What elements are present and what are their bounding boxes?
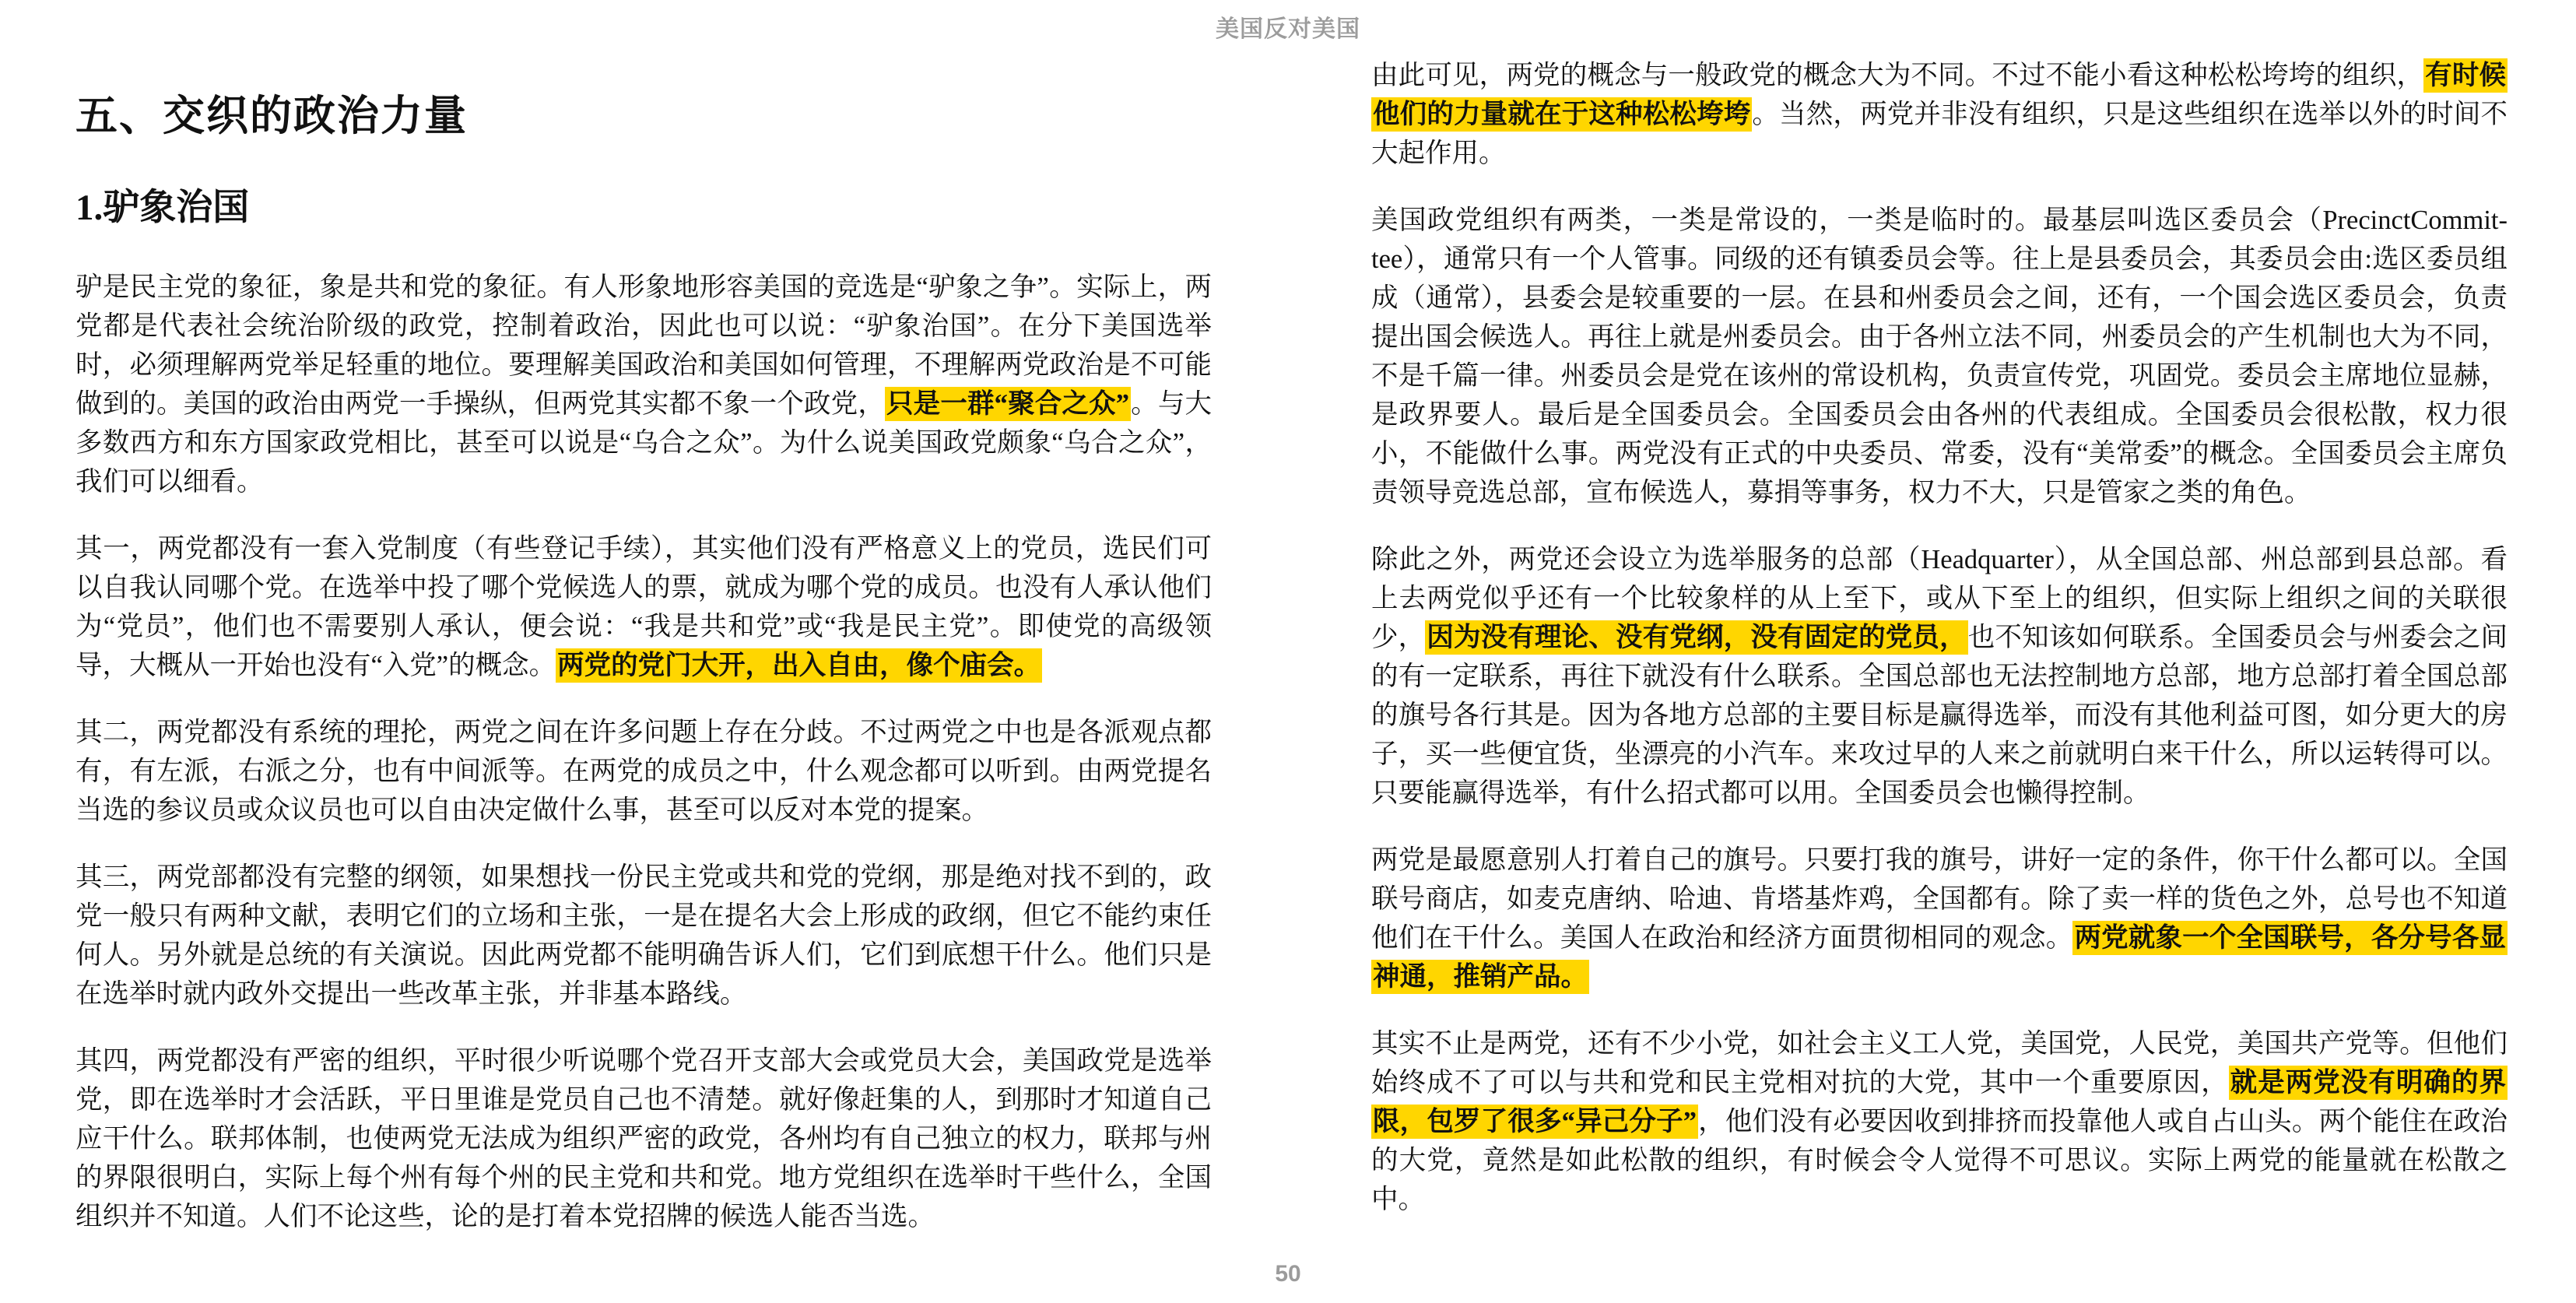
paragraph <box>75 529 1212 685</box>
highlighted-text: 两党就象一个全国联号，各分号各显神通，推销产品。 <box>1371 921 2508 994</box>
highlighted-text: 就是两党没有明确的界限，包罗了很多“异己分子” <box>1371 1066 2508 1139</box>
highlighted-text: 只是一群“聚合之众” <box>885 387 1131 421</box>
body-text: 也不知该如何联系。全国委员会与州委会之间的有一定联系，再往下就没有什么联系。全国总部也无法控制地方总部，地方总部打着全国总部的旗号各行其是。因为各地方总部的主要目标是赢得选举，而没有其他利益可图，如分更大的房子，买一些便宜货，坐漂亮的小汽车。来攻过早的人来之前就明白来干什么，所以运转得可以。只要能赢得选举，有什么招式都可以用。全国委员会也懒得控制。 <box>1371 623 2508 808</box>
body-text: 由此可见，两党的概念与一般政党的概念大为不同。不过不能小看这种松松垮垮的组织， <box>1371 61 2424 90</box>
body-text: ，他们没有必要因收到排挤而投靠他人或自占山头。两个能住在政治的大党，竟然是如此松散的组织，有时候会令人觉得不可思议。实际上两党的能量就在松散之中。 <box>1371 1107 2508 1214</box>
paragraph <box>1371 1024 2508 1219</box>
paragraph <box>1371 540 2508 813</box>
body-text: 两党是最愿意别人打着自己的旗号。只要打我的旗号，讲好一定的条件，你干什么都可以。全国联号商店，如麦克唐纳、哈迪、肯塔基炸鸡，全国都有。除了卖一样的货色之外，总号也不知道他们在干什么。美国人在政治和经济方面贯彻相同的观念。 <box>1371 845 2508 953</box>
paragraph <box>1371 841 2508 996</box>
body-text: 其三，两党部都没有完整的纲领，如果想找一份民主党或共和党的党纲，那是绝对找不到的，政党一般只有两种文献，表明它们的立场和主张，一是在提名大会上形成的政纲，但它不能约束任何人。另外就是总统的有关演说。因此两党都不能明确告诉人们，它们到底想干什么。他们只是在选举时就内政外交提出一些改革主张，并非基本路线。 <box>75 862 1212 1009</box>
body-text: 其实不止是两党，还有不少小党，如社会主义工人党，美国党，人民党，美国共产党等。但他们始终成不了可以与共和党和民主党相对抗的大党，其中一个重要原因， <box>1371 1029 2508 1098</box>
left-column <box>75 56 1212 1236</box>
body-text: 除此之外，两党还会设立为选举服务的总部（Headquarter），从全国总部、州总部到县总部。看上去两党似乎还有一个比较象样的从上至下，或从下至上的组织，但实际上组织之间的关联很少， <box>1371 545 2508 652</box>
body-text: 其四，两党都没有严密的组织，平时很少听说哪个党召开支部大会或党员大会，美国政党是选举党，即在选举时才会活跃，平日里谁是党员自己也不清楚。就好像赶集的人，到那时才知道自己应干什么。联邦体制，也使两党无法成为组织严密的政党，各州均有自己独立的权力，联邦与州的界限很明白，实际上每个州有每个州的民主党和共和党。地方党组织在选举时干些什么，全国组织并不知道。人们不论这些，论的是打着本党招牌的候选人能否当选。 <box>75 1045 1212 1231</box>
section-title: 五、交织的政治力量 <box>75 93 468 139</box>
paragraph <box>75 1041 1212 1236</box>
body-text: 美国政党组织有两类，一类是常设的，一类是临时的。最基层叫选区委员会（PrecinctCommit-tee），通常只有一个人管事。同级的还有镇委员会等。往上是县委员会，其委员会由:选区委员组成（通常），县委会是较重要的一层。在县和州委员会之间，还有，一个国会选区委员会，负责提出国会候选人。再往上就是州委员会。由于各州立法不同，州委员会的产生机制也大为不同，不是千篇一律。州委员会是党在该州的常设机构，负责宣传党，巩固党。委员会主席地位显赫，是政界要人。最后是全国委员会。全国委员会由各州的代表组成。全国委员会很松散，权力很小，不能做什么事。两党没有正式的中央委员、常委，没有“美常委”的概念。全国委员会主席负责领导竞选总部，宣布候选人，募捐等事务，权力不大，只是管家之类的角色。 <box>1371 205 2508 508</box>
body-text: 。当然，两党并非没有组织，只是这些组织在选举以外的时间不大起作用。 <box>1371 100 2508 168</box>
paragraph <box>1371 201 2508 512</box>
body-text: 其一，两党都没有一套入党制度（有些登记手续），其实他们没有严格意义上的党员，选民们可以自我认同哪个党。在选举中投了哪个党候选人的票，就成为哪个党的成员。也没有人承认他们为“党员”，他们也不需要别人承认，便会说：“我是共和党”或“我是民主党”。即使党的高级领导，大概从一开始也没有“入党”的概念。 <box>75 533 1212 680</box>
running-header: 美国反对美国 <box>1216 16 1360 42</box>
right-paragraphs <box>1371 56 2508 1219</box>
highlighted-text: 因为没有理论、没有党纲，没有固定的党员， <box>1425 620 1967 655</box>
subsection-title: 1.驴象治国 <box>75 188 250 229</box>
body-text: 其二，两党都没有系统的理抡，两党之间在许多问题上存在分歧。不过两党之中也是各派观点都有，有左派，右派之分，也有中间派等。在两党的成员之中，什么观念都可以听到。由两党提名当选的参议员或众议员也可以自由决定做什么事，甚至可以反对本党的提案。 <box>75 717 1212 825</box>
paragraph <box>1371 56 2508 173</box>
page-number: 50 <box>1275 1261 1301 1287</box>
highlighted-text: 两党的党门大开，出入自由，像个庙会。 <box>556 648 1042 683</box>
body-text: 。与大多数西方和东方国家政党相比，甚至可以说是“乌合之众”。为什么说美国政党颇象“乌合之众”，我们可以细看。 <box>75 388 1213 497</box>
paragraph <box>75 713 1212 830</box>
body-text: 驴是民主党的象征，象是共和党的象征。有人形象地形容美国的竞选是“驴象之争”。实际上，两党都是代表社会统治阶级的政党，控制着政治，因此也可以说：“驴象治国”。在分下美国选举时，必须理解两党举足轻重的地位。要理解美国政治和美国如何管理，不理解两党政治是不可能做到的。美国的政治由两党一手操纵，但两党其实都不象一个政党， <box>75 272 1212 419</box>
two-column-layout <box>75 56 2508 1236</box>
highlighted-text: 有时候他们的力量就在于这种松松垮垮 <box>1371 58 2508 132</box>
paragraph <box>75 858 1212 1013</box>
left-paragraphs <box>75 268 1212 1236</box>
paragraph <box>75 268 1212 501</box>
right-column <box>1371 56 2508 1236</box>
